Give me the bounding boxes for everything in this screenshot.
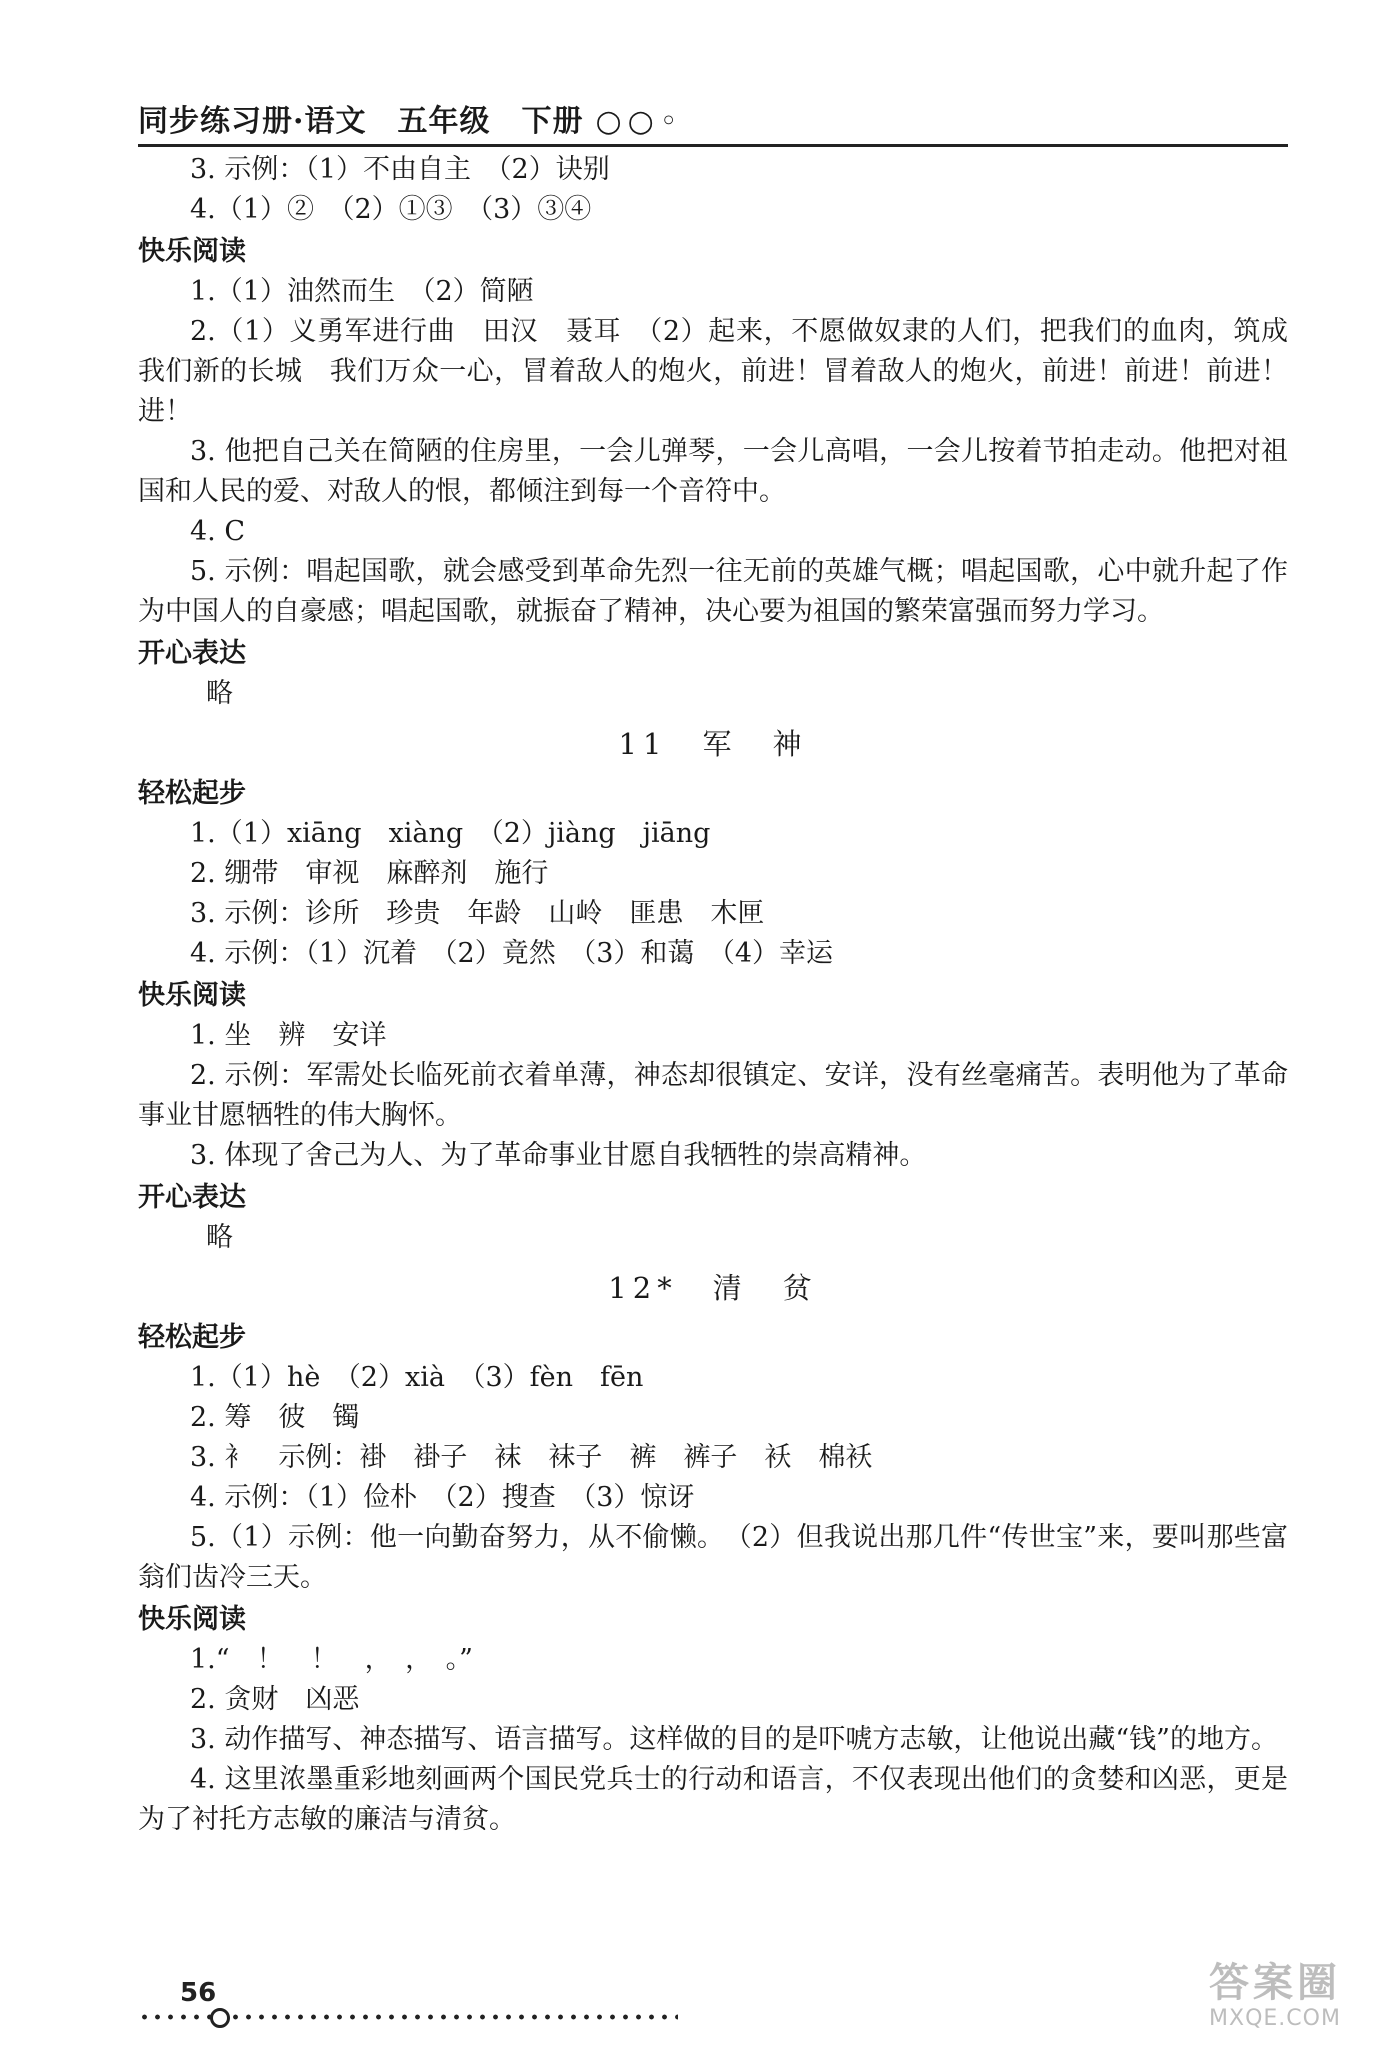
- answer-item: 2.（1）义勇军进行曲 田汉 聂耳 （2）起来，不愿做奴隶的人们，把我们的血肉，筑成我们新的长城 我们万众一心，冒着敌人的炮火，前进！冒着敌人的炮火，前进！前进！前进！进！: [138, 316, 1288, 427]
- answer-item: 1.（1）hè （2）xià （3）fèn fēn: [190, 1362, 644, 1393]
- section-heading: 轻松起步: [138, 1322, 246, 1353]
- section-heading: 轻松起步: [138, 778, 246, 809]
- answer-item: 1.“ ！ ！ ， ， 。”: [190, 1644, 473, 1675]
- section-heading: 开心表达: [138, 638, 246, 669]
- answer-item: 2. 贪财 凶恶: [190, 1684, 360, 1715]
- answer-omitted: 略: [206, 1222, 233, 1253]
- answer-item: 5. 示例：唱起国歌，就会感受到革命先烈一往无前的英雄气概；唱起国歌，心中就升起了作为中国人的自豪感；唱起国歌，就振奋了精神，决心要为祖国的繁荣富强而努力学习。: [138, 556, 1288, 627]
- answer-item: 3. 他把自己关在简陋的住房里，一会儿弹琴，一会儿高唱，一会儿按着节拍走动。他把对祖国和人民的爱、对敌人的恨，都倾注到每一个音符中。: [138, 436, 1288, 507]
- page-footer: [138, 1978, 738, 2028]
- watermark-text: 答案圈: [1209, 1960, 1341, 2006]
- answer-item: 2. 筹 彼 镯: [190, 1402, 360, 1433]
- page-number: 56: [180, 1978, 217, 2008]
- watermark-logo: [1160, 1960, 1390, 2040]
- answer-item: 3. 动作描写、神态描写、语言描写。这样做的目的是吓唬方志敏，让他说出藏“钱”的地方。: [190, 1724, 1278, 1755]
- answer-item: 4.（1）② （2）①③ （3）③④: [190, 194, 592, 225]
- lesson-title: 12* 清 贫: [608, 1271, 818, 1305]
- book-title: [138, 96, 684, 140]
- answer-item: 5.（1）示例：他一向勤奋努力，从不偷懒。 （2）但我说出那几件“传世宝”来，要叫那些富翁们齿冷三天。: [138, 1522, 1288, 1593]
- lesson-title: 11 军 神: [618, 727, 808, 761]
- answer-item: 1. 坐 辨 安详: [190, 1020, 387, 1051]
- section-heading: 开心表达: [138, 1182, 246, 1213]
- answer-item: 4. 这里浓墨重彩地刻画两个国民党兵士的行动和语言，不仅表现出他们的贪婪和凶恶，更是为了衬托方志敏的廉洁与清贫。: [138, 1764, 1288, 1835]
- page-header: [138, 100, 1288, 147]
- answer-item: 2. 示例：军需处长临死前衣着单薄，神态却很镇定、安详，没有丝毫痛苦。表明他为了革命事业甘愿牺牲的伟大胸怀。: [138, 1060, 1288, 1131]
- answer-item: 1.（1）xiāng xiàng （2）jiàng jiāng: [190, 818, 711, 849]
- answer-item: 4. C: [190, 516, 246, 547]
- section-heading: 快乐阅读: [138, 1604, 246, 1635]
- answer-omitted: 略: [206, 678, 233, 709]
- circle-icon: [210, 2008, 230, 2028]
- answer-item: 3. 示例：（1）不由自主 （2）诀别: [190, 154, 610, 185]
- answer-item: 4. 示例：（1）俭朴 （2）搜查 （3）惊讶: [190, 1482, 695, 1513]
- answer-item: 2. 绷带 审视 麻醉剂 施行: [190, 858, 549, 889]
- watermark-url: MXQE.COM: [1209, 2006, 1341, 2031]
- header-circles-icon: ○○◦: [595, 104, 684, 139]
- section-heading: 快乐阅读: [138, 236, 246, 267]
- answer-item: 1.（1）油然而生 （2）简陋: [190, 276, 534, 307]
- section-heading: 快乐阅读: [138, 980, 246, 1011]
- answer-item: 4. 示例：（1）沉着 （2）竟然 （3）和蔼 （4）幸运: [190, 938, 834, 969]
- book-title-text: 同步练习册·语文 五年级 下册: [138, 104, 584, 139]
- answer-item: 3. 体现了舍己为人、为了革命事业甘愿自我牺牲的崇高精神。: [190, 1140, 927, 1171]
- answer-item: 3. 衤 示例：褂 褂子 袜 袜子 裤 裤子 袄 棉袄: [190, 1442, 873, 1473]
- answer-item: 3. 示例：诊所 珍贵 年龄 山岭 匪患 木匣: [190, 898, 765, 929]
- answer-content: [138, 150, 1288, 1840]
